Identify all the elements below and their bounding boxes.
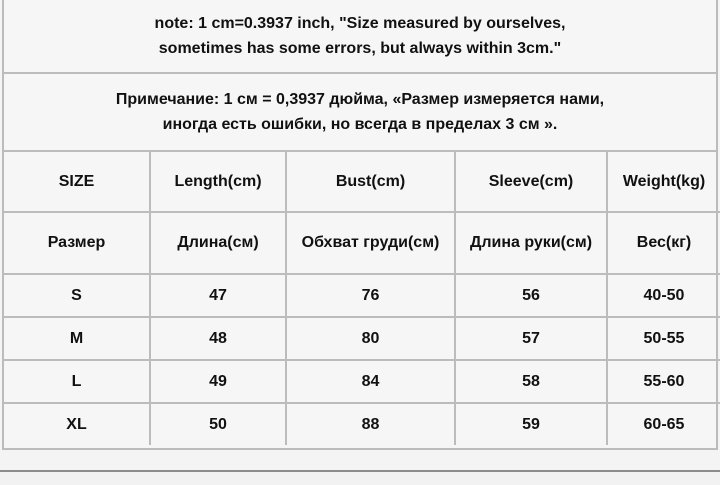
note-russian: Примечание: 1 см = 0,3937 дюйма, «Размер измеряется нами, иногда есть ошибки, но всегда в пределах 3 см ». [4,74,716,152]
weight-cell: 40-50 [607,274,720,317]
length-cell: 48 [150,317,286,360]
size-cell: M [4,317,150,360]
header-cell: Length(cm) [150,152,286,212]
weight-cell: 60-65 [607,403,720,445]
header-cell: Вес(кг) [607,212,720,274]
sleeve-cell: 57 [455,317,607,360]
header-cell: Обхват груди(см) [286,212,455,274]
header-cell: Sleeve(cm) [455,152,607,212]
header-row-russian [4,212,720,274]
bust-cell: 80 [286,317,455,360]
length-cell: 49 [150,360,286,403]
length-cell: 47 [150,274,286,317]
header-cell: Длина(см) [150,212,286,274]
bust-cell: 88 [286,403,455,445]
weight-cell: 55-60 [607,360,720,403]
note-english: note: 1 cm=0.3937 inch, "Size measured by ourselves, sometimes has some errors, but always within 3cm." [4,0,716,74]
size-chart [2,0,718,450]
sleeve-cell: 59 [455,403,607,445]
table-row [4,317,720,360]
table-row [4,403,720,445]
bust-cell: 84 [286,360,455,403]
header-cell: SIZE [4,152,150,212]
header-cell: Размер [4,212,150,274]
header-row-english [4,152,720,212]
table-row [4,360,720,403]
weight-cell: 50-55 [607,317,720,360]
length-cell: 50 [150,403,286,445]
size-cell: XL [4,403,150,445]
header-cell: Длина руки(см) [455,212,607,274]
sleeve-cell: 58 [455,360,607,403]
bust-cell: 76 [286,274,455,317]
sleeve-cell: 56 [455,274,607,317]
header-cell: Bust(cm) [286,152,455,212]
size-cell: S [4,274,150,317]
size-cell: L [4,360,150,403]
size-table [4,152,720,445]
table-row [4,274,720,317]
header-cell: Weight(kg) [607,152,720,212]
next-panel-edge [0,470,720,485]
